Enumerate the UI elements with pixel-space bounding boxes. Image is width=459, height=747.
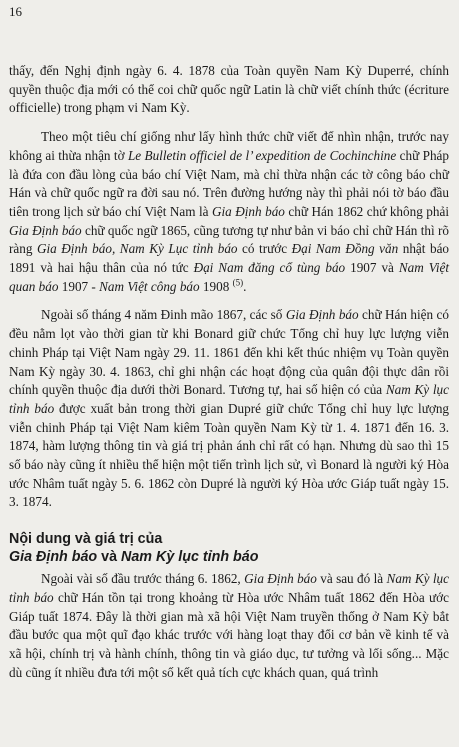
section-heading-line-1: Nội dung và giá trị của [9,531,163,548]
italic-title: Nam Kỳ lục tỉnh báo [9,571,449,605]
final-paragraph [9,570,449,682]
italic-title: Gia Định báo [211,203,285,219]
text-segment: . [243,278,247,294]
heading-conjunction: và [97,549,122,566]
text-segment: chữ Hán 1862 chứ không phải [284,203,449,219]
footnote-ref: (5) [232,277,244,288]
text-segment: chữ quốc ngữ 1865, cũng tương tự như bản vi báo chỉ chữ Hán thì rõ ràng [9,222,449,257]
italic-title: Đại Nam Đồng văn [291,241,399,257]
text-segment: Theo một tiêu chí giống như lấy hình thức chữ viết để nhìn nhận, trước nay không ai thừa nhận tờ [9,129,449,163]
italic-title: Đại Nam đăng cổ tùng báo [193,260,346,276]
section-heading-line-2 [9,548,449,566]
heading-title-gia-dinh-bao: Gia Định báo [9,549,98,566]
paragraph-3 [9,306,449,512]
italic-title: Gia Định báo [285,307,359,323]
text-segment: chữ Pháp là đứa con đầu lòng của báo chí Việt Nam, mà chỉ thừa nhận các tờ công báo chữ Hán và chữ quốc ngữ ra đời sau nó. Trên đường hướng này thì phải nói tờ báo đầu tiên trong lịch sử báo chí Việt Nam là [9,147,449,219]
text-segment: chữ Hán hiện có đều nằm lọt vào thời gian từ khi Bonard giữ chức Tổng chỉ huy lực lượng viễn chinh Pháp tại Việt Nam ngày 29. 11. 1861 đến khi kết thúc nhiệm vụ Toàn quyền Nam Kỳ ngày 30. 4. 1863, chỉ ghi nhận các hoạt động của quân đội thực dân rồi chính quyền thuộc địa dưới thời Bonard. Tương tự, hai số hiện có của [9,307,449,398]
text-segment: thấy, đến Nghị định ngày 6. 4. 1878 của Toàn quyền Nam Kỳ Duperré, chính quyền thuộc địa mới có thể coi chữ quốc ngữ Latin là chữ viết chính thức (écriture officielle) trong phạm vi Nam Kỳ. [9,63,449,116]
text-segment: 1907 và [345,260,399,276]
final-paragraph-container [9,570,449,682]
heading-title-nam-ky-luc-tinh-bao: Nam Kỳ lục tỉnh báo [121,549,259,566]
page-body [9,62,449,682]
italic-title: Gia Định báo [244,571,317,587]
text-segment: có trước [237,241,292,257]
text-segment: nhật báo 1891 và hai hậu thân của nó tức [9,241,450,276]
italic-title: Nam Việt công báo [99,278,200,294]
text-segment: và sau đó là [316,571,387,587]
text-segment: được xuất bản trong thời gian Dupré giữ chức Tổng chỉ huy lực lượng viễn chinh Pháp tại Việt Nam kiêm Toàn quyền Nam Kỳ từ 1. 4. 1871 đến 16. 3. 1874, hàm lượng thông tin và giá trị phản ánh chỉ rất có hạn. Nhưng dù sao thì 15 số báo này cũng ít nhiều thể hiện một tiến trình lịch sử, vì Bonard là người ký Hòa ước Nhâm tuất ngày 5. 6. 1862 còn Dupré là người ký Hòa ước Giáp tuất ngày 15. 3. 1874. [9,400,450,510]
text-segment: 1908 [199,278,233,294]
text-segment: Ngoài số tháng 4 năm Đinh mão 1867, các số [41,307,286,323]
italic-title: Nam Việt quan báo [9,260,449,294]
paragraph-2 [9,128,449,296]
page-number: 16 [9,4,22,19]
text-segment: 1907 - [58,278,100,294]
italic-title: Gia Định báo, Nam Kỳ Lục tỉnh báo [36,241,238,257]
text-segment: Ngoài vài số đầu trước tháng 6. 1862, [41,571,245,587]
italic-title: Nam Kỳ lục tỉnh báo [9,382,449,416]
paragraph-1 [9,62,449,118]
italic-title: Gia Định báo [9,222,82,238]
body-paragraphs [9,62,449,512]
italic-title: Le Bulletin officiel de l’ expedition de Cochinchine [127,147,397,163]
text-segment: chữ Hán tồn tại trong khoảng từ Hòa ước Nhâm tuất 1862 đến Hòa ước Giáp tuất 1874. Đây là thời gian mà xã hội Việt Nam truyền thống ở Nam Kỳ bắt đầu bước qua một quĩ đạo khác trước với hàng loạt thay đổi cơ bản về kinh tế và xã hội, chính trị và hành chính, thông tin và giáo dục, tư tưởng và lối sống... Mặc dù cũng ít nhiều đưa tới một số kết quả tích cực khách quan, quá trình [9,589,449,680]
section-heading [9,530,449,566]
